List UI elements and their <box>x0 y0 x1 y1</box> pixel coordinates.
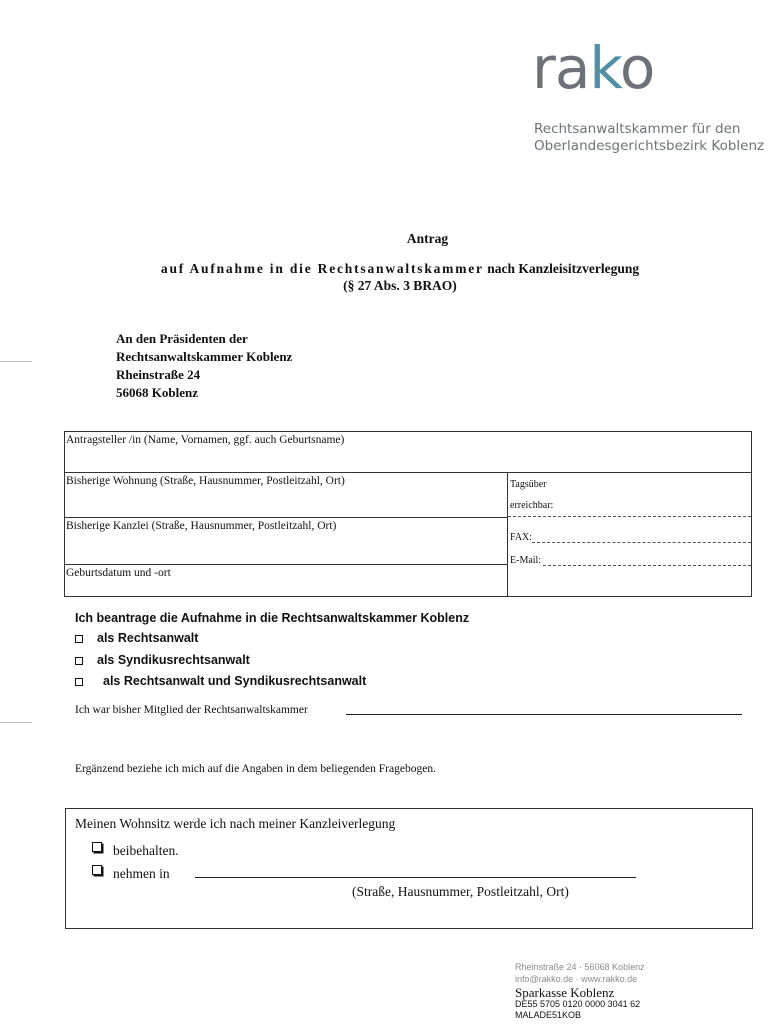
option-rechtsanwalt-label: als Rechtsanwalt <box>97 631 199 645</box>
footer-address: Rheinstraße 24 · 56068 Koblenz <box>515 962 645 972</box>
recipient-line3: Rheinstraße 24 <box>116 367 201 382</box>
daytime-label: Tagsüber <box>510 479 547 490</box>
option-syndikus-checkbox[interactable] <box>75 652 83 670</box>
recipient-line1: An den Präsidenten der <box>116 331 248 346</box>
application-heading: Ich beantrage die Aufnahme in die Rechtsanwaltskammer Koblenz <box>75 611 470 625</box>
option-rechtsanwalt-checkbox[interactable] <box>75 630 83 648</box>
org-name-line2: Oberlandesgerichtsbezirk Koblenz <box>534 138 765 154</box>
footer-bank: Sparkasse Koblenz <box>515 985 615 1000</box>
move-residence-checkbox[interactable] <box>92 865 102 875</box>
form-divider <box>64 472 752 473</box>
fax-field[interactable]: FAX: <box>510 532 533 543</box>
birth-field[interactable]: Geburtsdatum und -ort <box>66 567 171 579</box>
previous-residence-field[interactable]: Bisherige Wohnung (Straße, Hausnummer, Postleitzahl, Ort) <box>66 475 345 487</box>
fax-line <box>532 542 751 543</box>
org-name <box>534 121 764 155</box>
footer-contact: info@rakko.de · www.rakko.de <box>515 974 638 984</box>
reachable-line <box>508 516 751 517</box>
new-residence-input[interactable] <box>195 877 636 878</box>
keep-residence-checkbox[interactable] <box>92 842 102 852</box>
footer-iban: DE55 5705 0120 0000 3041 62 <box>515 999 641 1009</box>
option-both-checkbox[interactable] <box>75 673 83 691</box>
address-hint: (Straße, Hausnummer, Postleitzahl, Ort) <box>352 884 569 899</box>
form-divider <box>64 517 507 518</box>
footer-bic: MALADE51KOB <box>515 1010 582 1020</box>
option-both-label: als Rechtsanwalt und Syndikusrechtsanwalt <box>103 674 367 688</box>
legal-reference: (§ 27 Abs. 3 BRAO) <box>343 278 457 293</box>
option-syndikus-label: als Syndikusrechtsanwalt <box>97 653 250 667</box>
rakko-logo: rako <box>532 34 655 102</box>
previous-office-field[interactable]: Bisherige Kanzlei (Straße, Hausnummer, Postleitzahl, Ort) <box>66 520 337 532</box>
recipient-line2: Rechtsanwaltskammer Koblenz <box>116 349 293 364</box>
residence-heading: Meinen Wohnsitz werde ich nach meiner Kanzleiverlegung <box>75 816 396 831</box>
applicant-field[interactable]: Antragsteller /in (Name, Vornamen, ggf. auch Geburtsname) <box>66 434 345 446</box>
margin-marker <box>0 361 32 362</box>
recipient-address <box>116 330 292 402</box>
subtitle-spaced: auf Aufnahme in die Rechtsanwaltskammer <box>160 261 484 276</box>
org-name-line1: Rechtsanwaltskammer für den <box>534 121 741 137</box>
reachable-field[interactable]: erreichbar: <box>510 500 554 511</box>
margin-marker <box>0 722 32 723</box>
form-column-divider <box>507 472 508 597</box>
recipient-line4: 56068 Koblenz <box>116 385 198 400</box>
form-divider <box>64 564 507 565</box>
move-residence-label: nehmen in <box>113 866 170 881</box>
previous-member-label: Ich war bisher Mitglied der Rechtsanwaltskammer <box>75 704 308 716</box>
email-line <box>543 565 751 566</box>
document-title: Antrag <box>406 231 449 246</box>
previous-chamber-input[interactable] <box>346 714 742 715</box>
questionnaire-note: Ergänzend beziehe ich mich auf die Angaben in dem beliegenden Fragebogen. <box>75 763 436 775</box>
email-field[interactable]: E-Mail: <box>510 555 542 566</box>
keep-residence-label: beibehalten. <box>113 843 179 858</box>
document-subtitle <box>0 261 770 277</box>
subtitle-rest: nach Kanzleisitzverlegung <box>483 261 640 276</box>
